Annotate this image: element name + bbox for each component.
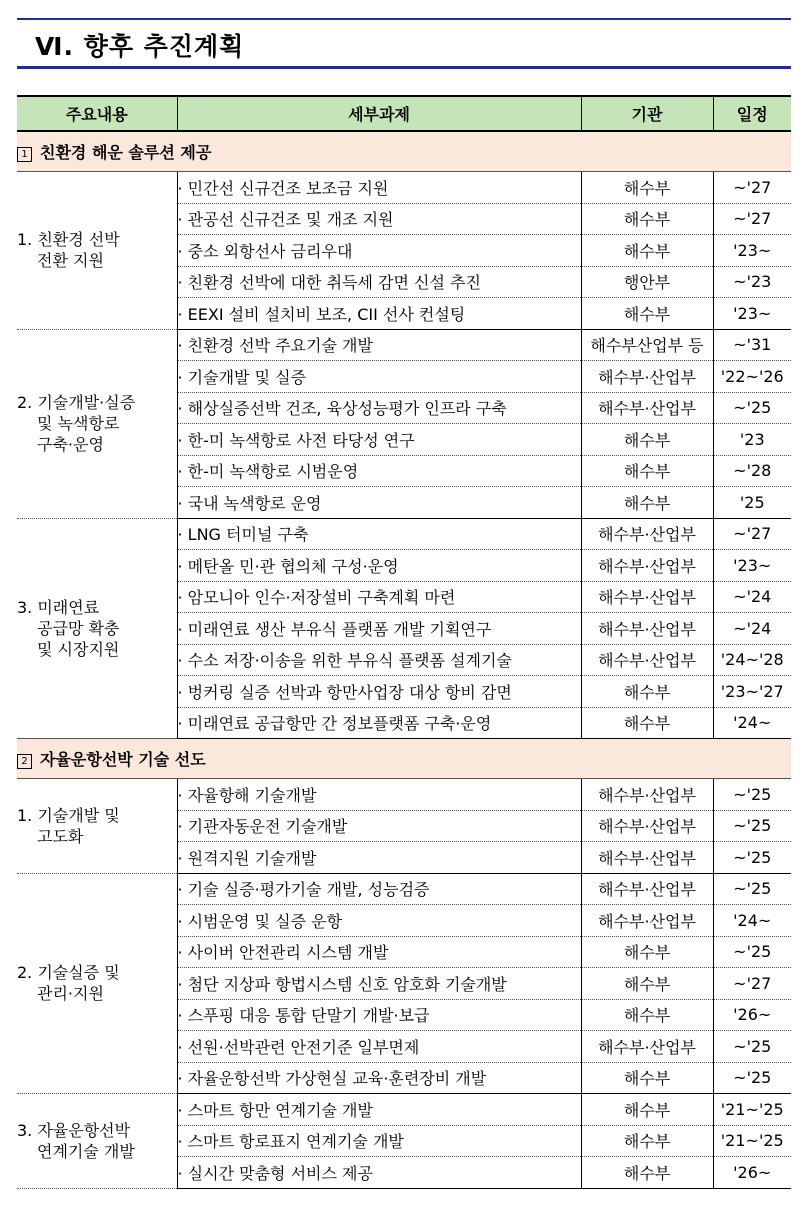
bullet-icon: · xyxy=(177,556,188,576)
plan-table xyxy=(17,95,791,1189)
schedule-cell: '24~'28 xyxy=(713,644,791,676)
bullet-icon: · xyxy=(177,493,188,513)
schedule-cell: ~'25 xyxy=(713,810,791,842)
bullet-icon: · xyxy=(177,241,188,261)
agency-cell: 해수부산업부 등 xyxy=(581,329,713,361)
schedule-cell: ~'24 xyxy=(713,613,791,645)
schedule-cell: '23 xyxy=(713,424,791,456)
section-number-box: 2 xyxy=(17,754,32,769)
task-cell xyxy=(177,1094,581,1126)
task-cell xyxy=(177,424,581,456)
agency-cell: 해수부·산업부 xyxy=(581,644,713,676)
task-text: EEXI 설비 설치비 보조, CII 선사 컨설팅 xyxy=(187,304,466,324)
topic-line: 구축·운영 xyxy=(37,435,104,454)
schedule-cell: '23~ xyxy=(713,235,791,267)
bullet-icon: · xyxy=(177,911,188,931)
task-text: 한-미 녹색항로 시범운영 xyxy=(187,462,359,482)
bullet-icon: · xyxy=(177,974,188,994)
schedule-cell: '23~ xyxy=(713,550,791,582)
schedule-cell: ~'25 xyxy=(713,873,791,905)
topic-line: 및 녹색항로 xyxy=(37,414,120,433)
schedule-cell: ~'25 xyxy=(713,779,791,811)
task-text: 미래연료 생산 부유식 플랫폼 개발 기획연구 xyxy=(187,619,492,639)
agency-cell: 해수부 xyxy=(581,455,713,487)
schedule-cell: ~'25 xyxy=(713,936,791,968)
agency-cell: 해수부·산업부 xyxy=(581,810,713,842)
task-cell xyxy=(177,266,581,298)
topic-cell xyxy=(17,779,177,874)
bullet-icon: · xyxy=(177,178,188,198)
schedule-cell: ~'23 xyxy=(713,266,791,298)
task-text: LNG 터미널 구축 xyxy=(187,525,309,545)
task-text: 사이버 안전관리 시스템 개발 xyxy=(187,943,389,963)
task-cell xyxy=(177,613,581,645)
task-text: 스푸핑 대응 통합 단말기 개발·보급 xyxy=(187,1006,430,1026)
bullet-icon: · xyxy=(177,525,188,545)
bullet-icon: · xyxy=(177,336,188,356)
bullet-icon: · xyxy=(177,462,188,482)
table-row xyxy=(17,779,791,811)
bullet-icon: · xyxy=(177,817,188,837)
agency-cell: 해수부 xyxy=(581,1094,713,1126)
schedule-cell: '24~ xyxy=(713,707,791,739)
schedule-cell: ~'27 xyxy=(713,203,791,235)
section-header xyxy=(17,131,791,172)
task-text: 한-미 녹색항로 사전 타당성 연구 xyxy=(187,430,415,450)
bullet-icon: · xyxy=(177,1132,188,1152)
bullet-icon: · xyxy=(177,651,188,671)
bullet-icon: · xyxy=(177,430,188,450)
agency-cell: 해수부 xyxy=(581,298,713,330)
agency-cell: 해수부·산업부 xyxy=(581,361,713,393)
task-text: 자율운항선박 가상현실 교육·훈련장비 개발 xyxy=(187,1069,487,1089)
task-cell xyxy=(177,1031,581,1063)
topic-cell xyxy=(17,518,177,739)
bullet-icon: · xyxy=(177,848,188,868)
task-text: 국내 녹색항로 운영 xyxy=(187,493,322,513)
title-bar xyxy=(17,18,791,69)
agency-cell: 해수부 xyxy=(581,203,713,235)
header-agency: 기관 xyxy=(581,96,713,131)
task-cell xyxy=(177,1157,581,1189)
topic-cell xyxy=(17,329,177,518)
bullet-icon: · xyxy=(177,273,188,293)
task-text: 친환경 선박 주요기술 개발 xyxy=(187,336,373,356)
topic-line: 2. 기술실증 및 xyxy=(17,963,120,983)
agency-cell: 해수부·산업부 xyxy=(581,518,713,550)
task-cell xyxy=(177,842,581,874)
agency-cell: 해수부 xyxy=(581,936,713,968)
section-row xyxy=(17,131,791,172)
agency-cell: 해수부 xyxy=(581,172,713,204)
topic-line: 연계기술 개발 xyxy=(37,1141,135,1161)
agency-cell: 해수부·산업부 xyxy=(581,550,713,582)
table-row xyxy=(17,1094,791,1126)
topic-line: 관리·지원 xyxy=(37,984,104,1004)
bullet-icon: · xyxy=(177,682,188,702)
schedule-cell: ~'25 xyxy=(713,1031,791,1063)
task-cell xyxy=(177,172,581,204)
task-text: 벙커링 실증 선박과 항만사업장 대상 항비 감면 xyxy=(187,682,512,702)
header-row xyxy=(17,96,791,131)
bullet-icon: · xyxy=(177,210,188,230)
task-cell xyxy=(177,999,581,1031)
task-text: 관공선 신규건조 및 개조 지원 xyxy=(187,210,394,230)
task-cell xyxy=(177,487,581,519)
task-text: 기관자동운전 기술개발 xyxy=(187,817,348,837)
task-text: 스마트 항만 연계기술 개발 xyxy=(187,1100,373,1120)
bullet-icon: · xyxy=(177,785,188,805)
table-row xyxy=(17,329,791,361)
agency-cell: 행안부 xyxy=(581,266,713,298)
task-cell xyxy=(177,235,581,267)
schedule-cell: ~'24 xyxy=(713,581,791,613)
task-cell xyxy=(177,873,581,905)
page-title: Ⅵ. 향후 추진계획 xyxy=(35,32,245,61)
agency-cell: 해수부·산업부 xyxy=(581,581,713,613)
task-text: 첨단 지상파 항법시스템 신호 암호화 기술개발 xyxy=(187,974,507,994)
task-text: 스마트 항로표지 연계기술 개발 xyxy=(187,1132,404,1152)
task-text: 선원·선박관련 안전기준 일부면제 xyxy=(187,1037,420,1057)
agency-cell: 해수부·산업부 xyxy=(581,613,713,645)
agency-cell: 해수부·산업부 xyxy=(581,392,713,424)
header-schedule: 일정 xyxy=(713,96,791,131)
task-cell xyxy=(177,936,581,968)
agency-cell: 해수부·산업부 xyxy=(581,779,713,811)
agency-cell: 해수부·산업부 xyxy=(581,873,713,905)
table-row xyxy=(17,518,791,550)
bullet-icon: · xyxy=(177,1100,188,1120)
agency-cell: 해수부 xyxy=(581,1157,713,1189)
task-cell xyxy=(177,1125,581,1157)
agency-cell: 해수부·산업부 xyxy=(581,842,713,874)
task-text: 해상실증선박 건조, 육상성능평가 인프라 구축 xyxy=(187,399,507,419)
bullet-icon: · xyxy=(177,304,188,324)
task-text: 중소 외항선사 금리우대 xyxy=(187,241,353,261)
bullet-icon: · xyxy=(177,367,188,387)
schedule-cell: ~'25 xyxy=(713,392,791,424)
table-row xyxy=(17,172,791,204)
agency-cell: 해수부 xyxy=(581,424,713,456)
header-detail-task: 세부과제 xyxy=(177,96,581,131)
agency-cell: 해수부·산업부 xyxy=(581,905,713,937)
task-text: 기술 실증·평가기술 개발, 성능검증 xyxy=(187,880,430,900)
task-cell xyxy=(177,455,581,487)
schedule-cell: '21~'25 xyxy=(713,1094,791,1126)
task-cell xyxy=(177,968,581,1000)
schedule-cell: ~'31 xyxy=(713,329,791,361)
task-cell xyxy=(177,392,581,424)
schedule-cell: ~'27 xyxy=(713,172,791,204)
topic-line: 전환 지원 xyxy=(37,251,104,271)
task-text: 수소 저장·이송을 위한 부유식 플랫폼 설계기술 xyxy=(187,651,512,671)
topic-line: 3. 미래연료 xyxy=(17,597,100,617)
task-text: 시범운영 및 실증 운항 xyxy=(187,911,343,931)
agency-cell: 해수부 xyxy=(581,999,713,1031)
agency-cell: 해수부 xyxy=(581,968,713,1000)
task-text: 미래연료 공급항만 간 정보플랫폼 구축·운영 xyxy=(187,714,492,734)
bullet-icon: · xyxy=(177,1163,188,1183)
task-text: 암모니아 인수·저장설비 구축계획 마련 xyxy=(187,588,456,608)
task-cell xyxy=(177,361,581,393)
section-header xyxy=(17,739,791,779)
schedule-cell: '23~'27 xyxy=(713,676,791,708)
task-cell xyxy=(177,707,581,739)
task-text: 메탄올 민·관 협의체 구성·운영 xyxy=(187,556,399,576)
schedule-cell: '23~ xyxy=(713,298,791,330)
schedule-cell: '26~ xyxy=(713,999,791,1031)
agency-cell: 해수부 xyxy=(581,235,713,267)
schedule-cell: ~'27 xyxy=(713,968,791,1000)
agency-cell: 해수부 xyxy=(581,1062,713,1094)
schedule-cell: '22~'26 xyxy=(713,361,791,393)
bullet-icon: · xyxy=(177,588,188,608)
bullet-icon: · xyxy=(177,399,188,419)
topic-line: 2. 기술개발·실증 xyxy=(17,393,136,412)
bullet-icon: · xyxy=(177,714,188,734)
task-text: 친환경 선박에 대한 취득세 감면 신설 추진 xyxy=(187,273,481,293)
topic-line: 및 시장지원 xyxy=(37,639,120,659)
task-cell xyxy=(177,518,581,550)
topic-line: 1. 친환경 선박 xyxy=(17,230,120,250)
task-cell xyxy=(177,779,581,811)
topic-cell xyxy=(17,873,177,1094)
task-cell xyxy=(177,581,581,613)
bullet-icon: · xyxy=(177,880,188,900)
task-cell xyxy=(177,1062,581,1094)
header-main-content: 주요내용 xyxy=(17,96,177,131)
section-number-box: 1 xyxy=(17,147,32,162)
schedule-cell: ~'28 xyxy=(713,455,791,487)
task-text: 자율항해 기술개발 xyxy=(187,785,317,805)
bullet-icon: · xyxy=(177,619,188,639)
agency-cell: 해수부 xyxy=(581,487,713,519)
task-cell xyxy=(177,329,581,361)
bullet-icon: · xyxy=(177,1069,188,1089)
schedule-cell: '25 xyxy=(713,487,791,519)
schedule-cell: '24~ xyxy=(713,905,791,937)
plan-body xyxy=(17,131,791,1188)
schedule-cell: ~'25 xyxy=(713,1062,791,1094)
task-text: 실시간 맞춤형 서비스 제공 xyxy=(187,1163,373,1183)
schedule-cell: ~'27 xyxy=(713,518,791,550)
topic-line: 1. 기술개발 및 xyxy=(17,805,120,825)
schedule-cell: ~'25 xyxy=(713,842,791,874)
bullet-icon: · xyxy=(177,943,188,963)
task-cell xyxy=(177,550,581,582)
task-text: 원격지원 기술개발 xyxy=(187,848,317,868)
task-cell xyxy=(177,644,581,676)
task-cell xyxy=(177,203,581,235)
section-row xyxy=(17,739,791,779)
schedule-cell: '26~ xyxy=(713,1157,791,1189)
topic-line: 3. 자율운항선박 xyxy=(17,1120,131,1140)
table-row xyxy=(17,873,791,905)
topic-line: 고도화 xyxy=(37,826,84,846)
section-title: 친환경 해운 솔루션 제공 xyxy=(40,143,212,162)
schedule-cell: '21~'25 xyxy=(713,1125,791,1157)
task-text: 기술개발 및 실증 xyxy=(187,367,307,387)
bullet-icon: · xyxy=(177,1006,188,1026)
topic-line: 공급망 확충 xyxy=(37,618,120,638)
task-cell xyxy=(177,810,581,842)
bullet-icon: · xyxy=(177,1037,188,1057)
task-text: 민간선 신규건조 보조금 지원 xyxy=(187,178,389,198)
agency-cell: 해수부 xyxy=(581,676,713,708)
task-cell xyxy=(177,676,581,708)
topic-cell xyxy=(17,1094,177,1189)
task-cell xyxy=(177,905,581,937)
agency-cell: 해수부 xyxy=(581,707,713,739)
task-cell xyxy=(177,298,581,330)
topic-cell xyxy=(17,172,177,330)
section-title: 자율운항선박 기술 선도 xyxy=(40,750,206,769)
agency-cell: 해수부·산업부 xyxy=(581,1031,713,1063)
agency-cell: 해수부 xyxy=(581,1125,713,1157)
